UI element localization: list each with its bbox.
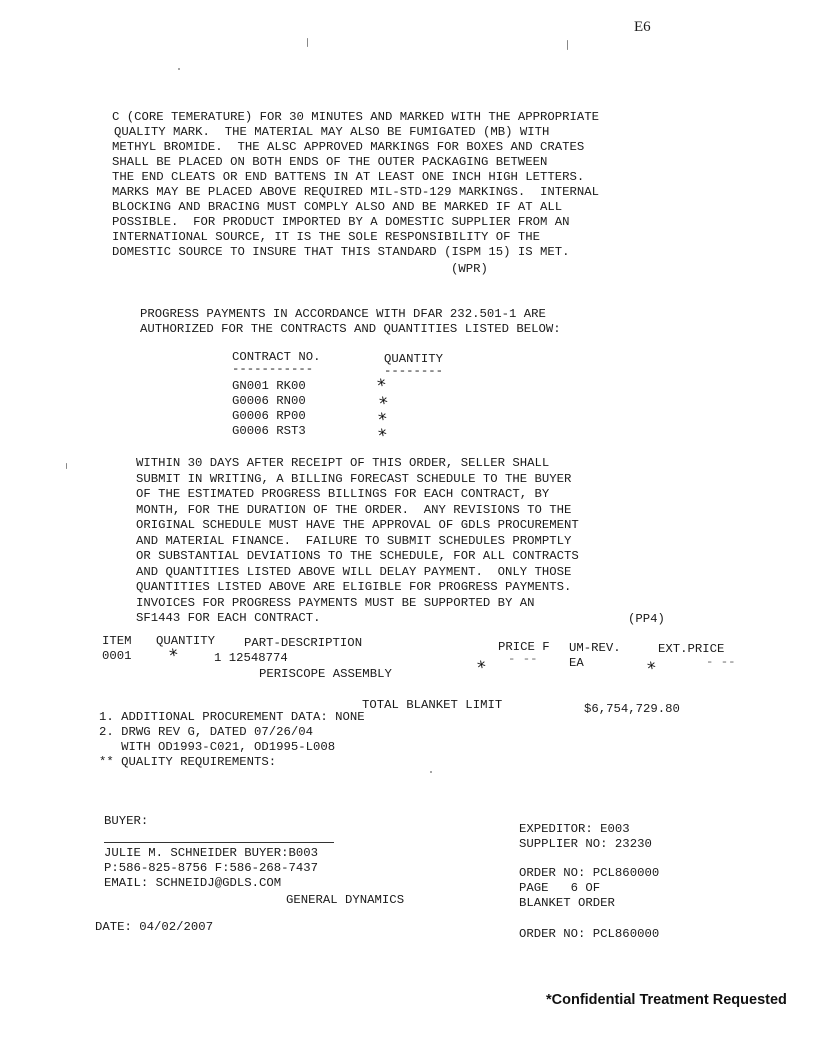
page-label: E6 xyxy=(634,19,651,35)
price-dashes: - -- xyxy=(508,652,538,666)
packaging-code: (WPR) xyxy=(451,262,488,276)
redaction-mark: * xyxy=(475,657,489,679)
item-header-quantity: QUANTITY xyxy=(156,634,216,648)
redaction-mark: * xyxy=(375,375,389,397)
paragraph-line: PROGRESS PAYMENTS IN ACCORDANCE WITH DFAR 232.501-1 ARE xyxy=(140,307,546,321)
total-blanket-value: $6,754,729.80 xyxy=(584,702,680,716)
forecast-code: (PP4) xyxy=(628,612,665,626)
note-line: 2. DRWG REV G, DATED 07/26/04 xyxy=(99,725,314,739)
quantity-header-rule: -------- xyxy=(384,364,444,378)
item-um: EA xyxy=(569,656,584,670)
buyer-name: JULIE M. SCHNEIDER BUYER:B003 xyxy=(104,846,319,860)
buyer-phone: P:586-825-8756 F:586-268-7437 xyxy=(104,861,319,875)
paragraph-line: OF THE ESTIMATED PROGRESS BILLINGS FOR EACH CONTRACT, BY xyxy=(136,487,550,501)
paragraph-line: BLOCKING AND BRACING MUST COMPLY ALSO AND BE MARKED IF AT ALL xyxy=(112,200,563,214)
contract-row: GN001 RK00 xyxy=(232,379,306,393)
paragraph-line: ORIGINAL SCHEDULE MUST HAVE THE APPROVAL OF GDLS PROCUREMENT xyxy=(136,518,579,532)
scan-speck xyxy=(430,771,432,773)
paragraph-line: THE END CLEATS OR END BATTENS IN AT LEAST ONE INCH HIGH LETTERS. xyxy=(112,170,585,184)
supplier-number: SUPPLIER NO: 23230 xyxy=(519,837,652,851)
paragraph-line: MONTH, FOR THE DURATION OF THE ORDER. ANY REVISIONS TO THE xyxy=(136,502,572,517)
contract-row: G0006 RST3 xyxy=(232,424,306,438)
paragraph-line: POSSIBLE. FOR PRODUCT IMPORTED BY A DOMESTIC SUPPLIER FROM AN xyxy=(112,215,570,229)
notes-block xyxy=(99,710,365,785)
scan-speck xyxy=(66,463,67,469)
forecast-paragraph xyxy=(136,456,579,636)
redaction-mark: * xyxy=(167,645,181,667)
total-blanket-label: TOTAL BLANKET LIMIT xyxy=(362,698,503,712)
paragraph-line: SHALL BE PLACED ON BOTH ENDS OF THE OUTER PACKAGING BETWEEN xyxy=(112,155,548,169)
note-line: WITH OD1993-C021, OD1995-L008 xyxy=(99,740,336,754)
order-number-repeat: ORDER NO: PCL860000 xyxy=(519,927,660,941)
buyer-label: BUYER: xyxy=(104,814,149,828)
contract-row: G0006 RN00 xyxy=(232,394,306,408)
paragraph-line: DOMESTIC SOURCE TO INSURE THAT THIS STANDARD (ISPM 15) IS MET. xyxy=(112,245,570,259)
confidential-note: *Confidential Treatment Requested xyxy=(546,992,787,1008)
paragraph-line: AUTHORIZED FOR THE CONTRACTS AND QUANTITIES LISTED BELOW: xyxy=(140,322,561,336)
scan-speck xyxy=(307,38,308,47)
paragraph-line: QUANTITIES LISTED ABOVE ARE ELIGIBLE FOR PROGRESS PAYMENTS. xyxy=(136,580,572,594)
paragraph-line: MARKS MAY BE PLACED ABOVE REQUIRED MIL-STD-129 MARKINGS. INTERNAL xyxy=(112,185,600,199)
quantity-column-header: QUANTITY xyxy=(384,352,444,366)
paragraph-line: SF1443 FOR EACH CONTRACT. xyxy=(136,611,321,625)
item-header-item: ITEM xyxy=(102,634,132,648)
paragraph-line: METHYL BROMIDE. THE ALSC APPROVED MARKINGS FOR BOXES AND CRATES xyxy=(112,140,585,154)
item-header-price: PRICE F xyxy=(498,640,550,654)
scan-speck xyxy=(567,40,568,50)
contract-row: G0006 RP00 xyxy=(232,409,306,423)
progress-intro xyxy=(140,307,561,352)
order-number: ORDER NO: PCL860000 xyxy=(519,866,660,880)
paragraph-line: AND QUANTITIES LISTED ABOVE WILL DELAY PAYMENT. ONLY THOSE xyxy=(136,564,572,579)
scan-speck xyxy=(178,68,180,70)
redaction-mark: * xyxy=(376,425,390,447)
paragraph-line: INVOICES FOR PROGRESS PAYMENTS MUST BE SUPPORTED BY AN xyxy=(136,595,535,610)
redaction-mark: * xyxy=(645,658,659,680)
blanket-order: BLANKET ORDER xyxy=(519,896,615,910)
ext-price-dashes: - -- xyxy=(706,655,736,669)
item-number: 0001 xyxy=(102,649,132,663)
item-header-part-description: PART-DESCRIPTION xyxy=(244,636,363,650)
paragraph-line: SUBMIT IN WRITING, A BILLING FORECAST SCHEDULE TO THE BUYER xyxy=(136,471,572,486)
paragraph-line: INTERNATIONAL SOURCE, IT IS THE SOLE RESPONSIBILITY OF THE xyxy=(112,230,541,244)
paragraph-line: QUALITY MARK. THE MATERIAL MAY ALSO BE FUMIGATED (MB) WITH xyxy=(114,125,550,139)
paragraph-line: AND MATERIAL FINANCE. FAILURE TO SUBMIT SCHEDULES PROMPTLY xyxy=(136,533,572,548)
item-header-um-rev: UM-REV. xyxy=(569,641,621,655)
expeditor: EXPEDITOR: E003 xyxy=(519,822,630,836)
paragraph-line: WITHIN 30 DAYS AFTER RECEIPT OF THIS ORDER, SELLER SHALL xyxy=(136,456,550,470)
paragraph-line: OR SUBSTANTIAL DEVIATIONS TO THE SCHEDULE, FOR ALL CONTRACTS xyxy=(136,549,579,563)
redaction-mark: * xyxy=(376,409,390,431)
item-header-ext-price: EXT.PRICE xyxy=(658,642,725,656)
signature-line xyxy=(104,842,334,843)
note-line: ** QUALITY REQUIREMENTS: xyxy=(99,755,277,769)
item-description: PERISCOPE ASSEMBLY xyxy=(259,667,392,681)
contract-header-rule: ----------- xyxy=(232,362,314,376)
paragraph-line: C (CORE TEMERATURE) FOR 30 MINUTES AND MARKED WITH THE APPROPRIATE xyxy=(112,110,600,124)
buyer-email: EMAIL: SCHNEIDJ@GDLS.COM xyxy=(104,876,282,890)
note-line: 1. ADDITIONAL PROCUREMENT DATA: NONE xyxy=(99,710,365,724)
redaction-mark: * xyxy=(377,393,391,415)
item-part-number: 1 12548774 xyxy=(214,651,288,665)
order-date: DATE: 04/02/2007 xyxy=(95,920,214,934)
page-of: PAGE 6 OF xyxy=(519,881,601,895)
contract-column-header: CONTRACT NO. xyxy=(232,350,321,364)
company-name: GENERAL DYNAMICS xyxy=(286,893,405,907)
